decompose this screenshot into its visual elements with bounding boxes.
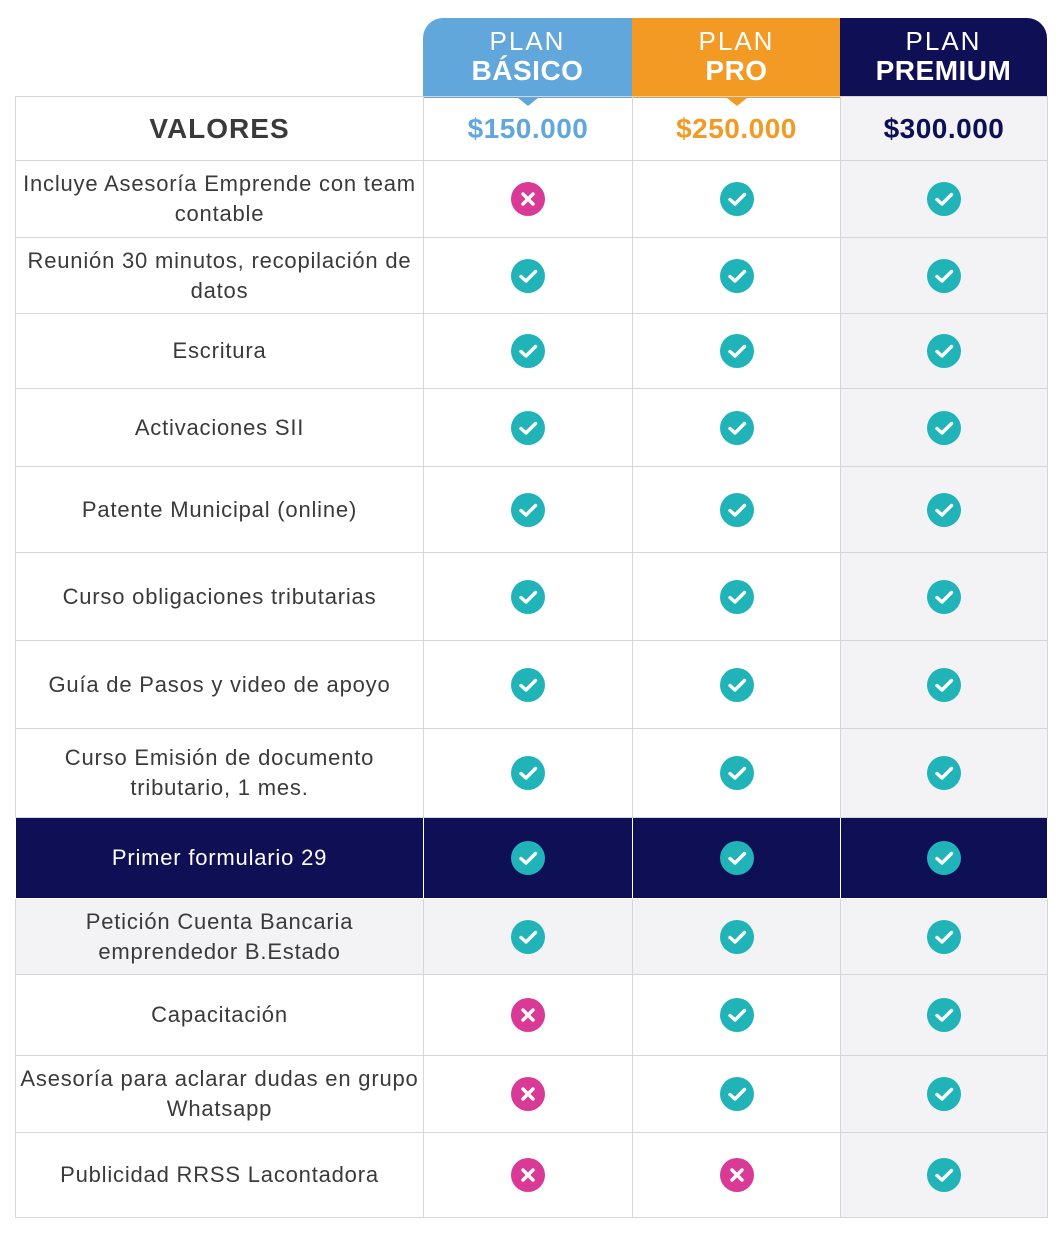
feature-cell-premium bbox=[841, 1056, 1048, 1133]
check-circle-icon bbox=[927, 668, 961, 702]
feature-label: Primer formulario 29 bbox=[16, 818, 424, 899]
check-circle-icon bbox=[511, 580, 545, 614]
feature-row bbox=[16, 729, 1048, 818]
check-circle-icon bbox=[720, 259, 754, 293]
feature-cell-pro bbox=[633, 314, 841, 389]
feature-cell-premium bbox=[841, 1133, 1048, 1218]
feature-cell-basic bbox=[424, 641, 633, 729]
comparison-table bbox=[15, 96, 1048, 1218]
feature-row bbox=[16, 899, 1048, 975]
check-circle-icon bbox=[511, 334, 545, 368]
feature-cell-pro bbox=[633, 1133, 841, 1218]
plan-name: PRO bbox=[705, 55, 768, 86]
feature-label: Capacitación bbox=[16, 975, 424, 1056]
check-circle-icon bbox=[927, 259, 961, 293]
plan-word: PLAN bbox=[905, 26, 982, 56]
feature-cell-premium bbox=[841, 161, 1048, 238]
check-circle-icon bbox=[927, 580, 961, 614]
x-circle-icon bbox=[511, 1158, 545, 1192]
feature-cell-pro bbox=[633, 467, 841, 553]
feature-cell-pro bbox=[633, 1056, 841, 1133]
check-circle-icon bbox=[511, 756, 545, 790]
check-circle-icon bbox=[511, 668, 545, 702]
check-circle-icon bbox=[720, 182, 754, 216]
feature-cell-premium bbox=[841, 553, 1048, 641]
plan-header-pro bbox=[632, 18, 841, 98]
feature-cell-premium bbox=[841, 238, 1048, 314]
check-circle-icon bbox=[927, 841, 961, 875]
check-circle-icon bbox=[720, 411, 754, 445]
feature-cell-basic bbox=[424, 1056, 633, 1133]
price-basico: $150.000 bbox=[424, 97, 633, 161]
plan-name: PREMIUM bbox=[875, 55, 1012, 86]
feature-row bbox=[16, 467, 1048, 553]
feature-cell-basic bbox=[424, 729, 633, 818]
feature-cell-basic bbox=[424, 818, 633, 899]
feature-row bbox=[16, 1056, 1048, 1133]
check-circle-icon bbox=[720, 998, 754, 1032]
feature-cell-basic bbox=[424, 161, 633, 238]
feature-cell-basic bbox=[424, 467, 633, 553]
feature-cell-basic bbox=[424, 238, 633, 314]
feature-label: Escritura bbox=[16, 314, 424, 389]
valores-label: VALORES bbox=[16, 97, 424, 161]
check-circle-icon bbox=[927, 334, 961, 368]
x-circle-icon bbox=[511, 998, 545, 1032]
plan-header-basico bbox=[423, 18, 632, 98]
feature-cell-pro bbox=[633, 899, 841, 975]
feature-cell-pro bbox=[633, 818, 841, 899]
feature-label: Curso Emisión de documento tributario, 1 mes. bbox=[16, 729, 424, 818]
feature-row bbox=[16, 314, 1048, 389]
feature-row bbox=[16, 389, 1048, 467]
feature-row bbox=[16, 818, 1048, 899]
check-circle-icon bbox=[927, 411, 961, 445]
feature-label: Asesoría para aclarar dudas en grupo Whatsapp bbox=[16, 1056, 424, 1133]
feature-cell-premium bbox=[841, 641, 1048, 729]
price-pro: $250.000 bbox=[633, 97, 841, 161]
x-circle-icon bbox=[720, 1158, 754, 1192]
check-circle-icon bbox=[720, 668, 754, 702]
feature-cell-basic bbox=[424, 314, 633, 389]
feature-cell-basic bbox=[424, 899, 633, 975]
check-circle-icon bbox=[720, 580, 754, 614]
check-circle-icon bbox=[720, 841, 754, 875]
check-circle-icon bbox=[927, 1158, 961, 1192]
check-circle-icon bbox=[511, 259, 545, 293]
x-circle-icon bbox=[511, 1077, 545, 1111]
feature-row bbox=[16, 553, 1048, 641]
feature-cell-pro bbox=[633, 729, 841, 818]
feature-row bbox=[16, 641, 1048, 729]
check-circle-icon bbox=[927, 998, 961, 1032]
check-circle-icon bbox=[927, 182, 961, 216]
feature-cell-pro bbox=[633, 161, 841, 238]
check-circle-icon bbox=[927, 493, 961, 527]
check-circle-icon bbox=[511, 841, 545, 875]
check-circle-icon bbox=[511, 411, 545, 445]
feature-cell-premium bbox=[841, 818, 1048, 899]
check-circle-icon bbox=[720, 1077, 754, 1111]
feature-label: Curso obligaciones tributarias bbox=[16, 553, 424, 641]
feature-label: Incluye Asesoría Emprende con team contable bbox=[16, 161, 424, 238]
feature-cell-premium bbox=[841, 314, 1048, 389]
feature-row bbox=[16, 161, 1048, 238]
feature-cell-premium bbox=[841, 899, 1048, 975]
check-circle-icon bbox=[927, 756, 961, 790]
feature-cell-basic bbox=[424, 553, 633, 641]
x-circle-icon bbox=[511, 182, 545, 216]
feature-cell-premium bbox=[841, 729, 1048, 818]
feature-label: Patente Municipal (online) bbox=[16, 467, 424, 553]
feature-cell-pro bbox=[633, 238, 841, 314]
check-circle-icon bbox=[927, 1077, 961, 1111]
feature-cell-pro bbox=[633, 641, 841, 729]
plan-word: PLAN bbox=[489, 26, 566, 56]
feature-cell-premium bbox=[841, 975, 1048, 1056]
check-circle-icon bbox=[927, 920, 961, 954]
feature-cell-basic bbox=[424, 389, 633, 467]
plan-name: BÁSICO bbox=[471, 55, 584, 86]
feature-row bbox=[16, 1133, 1048, 1218]
feature-label: Publicidad RRSS Lacontadora bbox=[16, 1133, 424, 1218]
feature-cell-basic bbox=[424, 975, 633, 1056]
feature-row bbox=[16, 975, 1048, 1056]
feature-row bbox=[16, 238, 1048, 314]
price-row bbox=[16, 97, 1048, 161]
feature-label: Reunión 30 minutos, recopilación de datos bbox=[16, 238, 424, 314]
feature-cell-premium bbox=[841, 467, 1048, 553]
feature-cell-pro bbox=[633, 553, 841, 641]
check-circle-icon bbox=[720, 334, 754, 368]
check-circle-icon bbox=[511, 920, 545, 954]
feature-cell-premium bbox=[841, 389, 1048, 467]
feature-cell-pro bbox=[633, 975, 841, 1056]
check-circle-icon bbox=[720, 920, 754, 954]
check-circle-icon bbox=[720, 756, 754, 790]
price-premium: $300.000 bbox=[841, 97, 1048, 161]
feature-label: Activaciones SII bbox=[16, 389, 424, 467]
check-circle-icon bbox=[511, 493, 545, 527]
feature-cell-basic bbox=[424, 1133, 633, 1218]
check-circle-icon bbox=[720, 493, 754, 527]
feature-cell-pro bbox=[633, 389, 841, 467]
feature-label: Petición Cuenta Bancaria emprendedor B.Estado bbox=[16, 899, 424, 975]
plan-header-premium bbox=[840, 18, 1047, 98]
plan-word: PLAN bbox=[698, 26, 775, 56]
feature-label: Guía de Pasos y video de apoyo bbox=[16, 641, 424, 729]
